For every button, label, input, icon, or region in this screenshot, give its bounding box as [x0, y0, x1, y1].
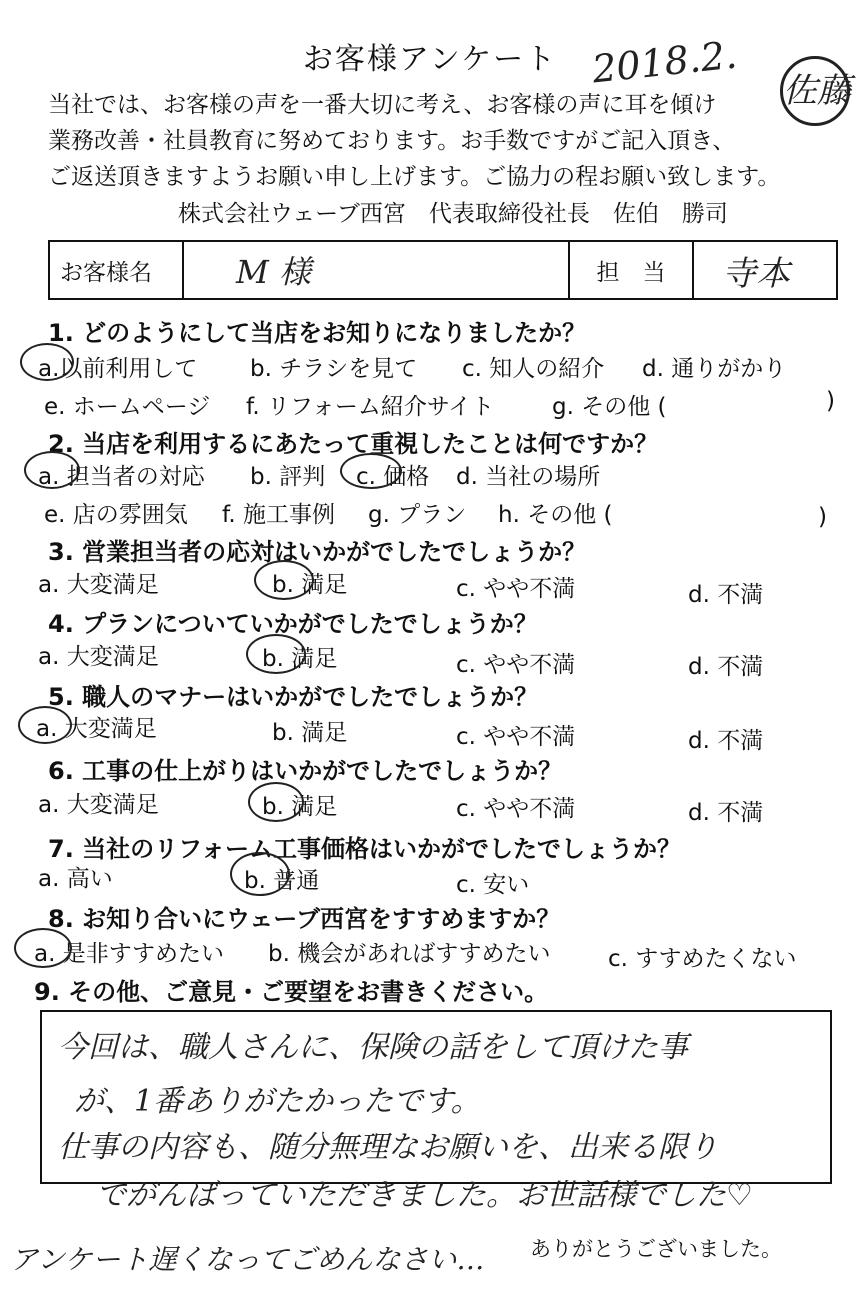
handwritten-extra-note: アンケート遅くなってごめんなさい… [10, 1243, 485, 1276]
customer-name-label: お客様名 [50, 242, 184, 298]
comment-line-1: 今回は、職人さんに、保険の話をして頂けた事 [58, 1030, 688, 1065]
q2-option-e: e. 店の雰囲気 [44, 502, 188, 528]
q7-option-a: a. 高い [38, 866, 113, 892]
handwritten-date: 2018.2. [590, 32, 739, 92]
q7-option-c: c. 安い [456, 872, 530, 898]
intro-line-1: 当社では、お客様の声を一番大切に考え、お客様の声に耳を傾け [48, 92, 717, 118]
intro-line-2: 業務改善・社員教育に努めております。お手数ですがご記入頂き、 [48, 128, 736, 154]
q3-option-a: a. 大変満足 [38, 572, 159, 598]
name-stamp: 佐藤 [780, 56, 850, 126]
q3-option-c: c. やや不満 [456, 576, 576, 602]
comment-line-2: が、1番ありがたかったです。 [74, 1084, 481, 1119]
q3-option-d: d. 不満 [688, 582, 764, 608]
staff-label: 担 当 [570, 242, 694, 298]
q2-option-f: f. 施工事例 [222, 502, 336, 528]
intro-line-3: ご返送頂きますようお願い申し上げます。ご協力の程お願い致します。 [48, 164, 781, 190]
q8-option-b: b. 機会があればすすめたい [268, 941, 551, 967]
q2-option-c: c. 価格 [356, 464, 430, 490]
question-4: 4. プランについていかがでしたでしょうか？ [48, 610, 538, 638]
q2-answer-circle-a [24, 451, 80, 489]
q4-option-d: d. 不満 [688, 654, 764, 680]
customer-name-value: M 様 [184, 242, 570, 298]
q1-answer-circle [20, 343, 74, 381]
q1-option-c: c. 知人の紹介 [462, 356, 605, 382]
comment-line-3: 仕事の内容も、随分無理なお願いを、出来る限り [58, 1130, 718, 1165]
q2-answer-circle-c [340, 453, 402, 489]
q2-option-a: a. 担当者の対応 [38, 464, 205, 490]
question-1: 1. どのようにして当店をお知りになりましたか？ [48, 319, 587, 347]
q1-option-g: g. その他 ( [552, 394, 667, 420]
q6-option-d: d. 不満 [688, 800, 764, 826]
q4-option-a: a. 大変満足 [38, 644, 159, 670]
q1-option-e: e. ホームページ [44, 394, 211, 420]
q6-option-a: a. 大変満足 [38, 792, 159, 818]
question-5: 5. 職人のマナーはいかがでしたでしょうか？ [48, 683, 539, 711]
q1-option-b: b. チラシを見て [250, 356, 418, 382]
q4-answer-circle [246, 634, 306, 674]
q1-option-f: f. リフォーム紹介サイト [246, 394, 495, 420]
q5-answer-circle [18, 706, 72, 744]
q5-option-b: b. 満足 [272, 720, 348, 746]
comment-line-4: でがんばっていただきました。お世話様でした♡ [96, 1178, 753, 1213]
q1-option-a: a.以前利用して [38, 356, 198, 382]
question-3: 3. 営業担当者の応対はいかがでしたでしょうか？ [48, 538, 587, 566]
q7-answer-circle [230, 852, 290, 896]
customer-info-box [48, 240, 838, 300]
q5-option-c: c. やや不満 [456, 724, 576, 750]
q3-answer-circle [254, 560, 314, 600]
q6-option-c: c. やや不満 [456, 796, 576, 822]
q2-option-d: d. 当社の場所 [456, 464, 601, 490]
q6-option-b: b. 満足 [262, 794, 338, 820]
question-2: 2. 当店を利用するにあたって重視したことは何ですか？ [48, 430, 659, 458]
question-8: 8. お知り合いにウェーブ西宮をすすめますか？ [48, 905, 561, 933]
question-7: 7. 当社のリフォーム工事価格はいかがでしたでしょうか？ [48, 835, 681, 863]
q2-option-h-close: ) [818, 504, 827, 530]
q7-option-b: b. 普通 [244, 868, 320, 894]
q1-option-d: d. 通りがかり [642, 356, 787, 382]
question-9: 9. その他、ご意見・ご要望をお書きください。 [34, 978, 549, 1006]
q8-option-a: a. 是非すすめたい [34, 941, 224, 967]
company-signature: 株式会社ウェーブ西宮 代表取締役社長 佐伯 勝司 [178, 201, 728, 227]
q3-option-b: b. 満足 [272, 572, 348, 598]
q1-option-g-close: ) [826, 388, 835, 414]
staff-name-value: 寺本 [722, 253, 790, 294]
q2-option-h: h. その他 ( [498, 502, 613, 528]
page-title: お客様アンケート [302, 42, 558, 77]
q4-option-c: c. やや不満 [456, 652, 576, 678]
q8-option-c: c. すすめたくない [608, 946, 797, 972]
q2-option-b: b. 評判 [250, 464, 326, 490]
q8-answer-circle [14, 928, 72, 968]
q5-option-a: a. 大変満足 [36, 716, 157, 742]
thanks-text: ありがとうございました。 [530, 1237, 782, 1261]
q2-option-g: g. プラン [368, 502, 467, 528]
q6-answer-circle [248, 782, 304, 822]
question-6: 6. 工事の仕上がりはいかがでしたでしょうか？ [48, 757, 563, 785]
q5-option-d: d. 不満 [688, 728, 764, 754]
q4-option-b: b. 満足 [262, 646, 338, 672]
